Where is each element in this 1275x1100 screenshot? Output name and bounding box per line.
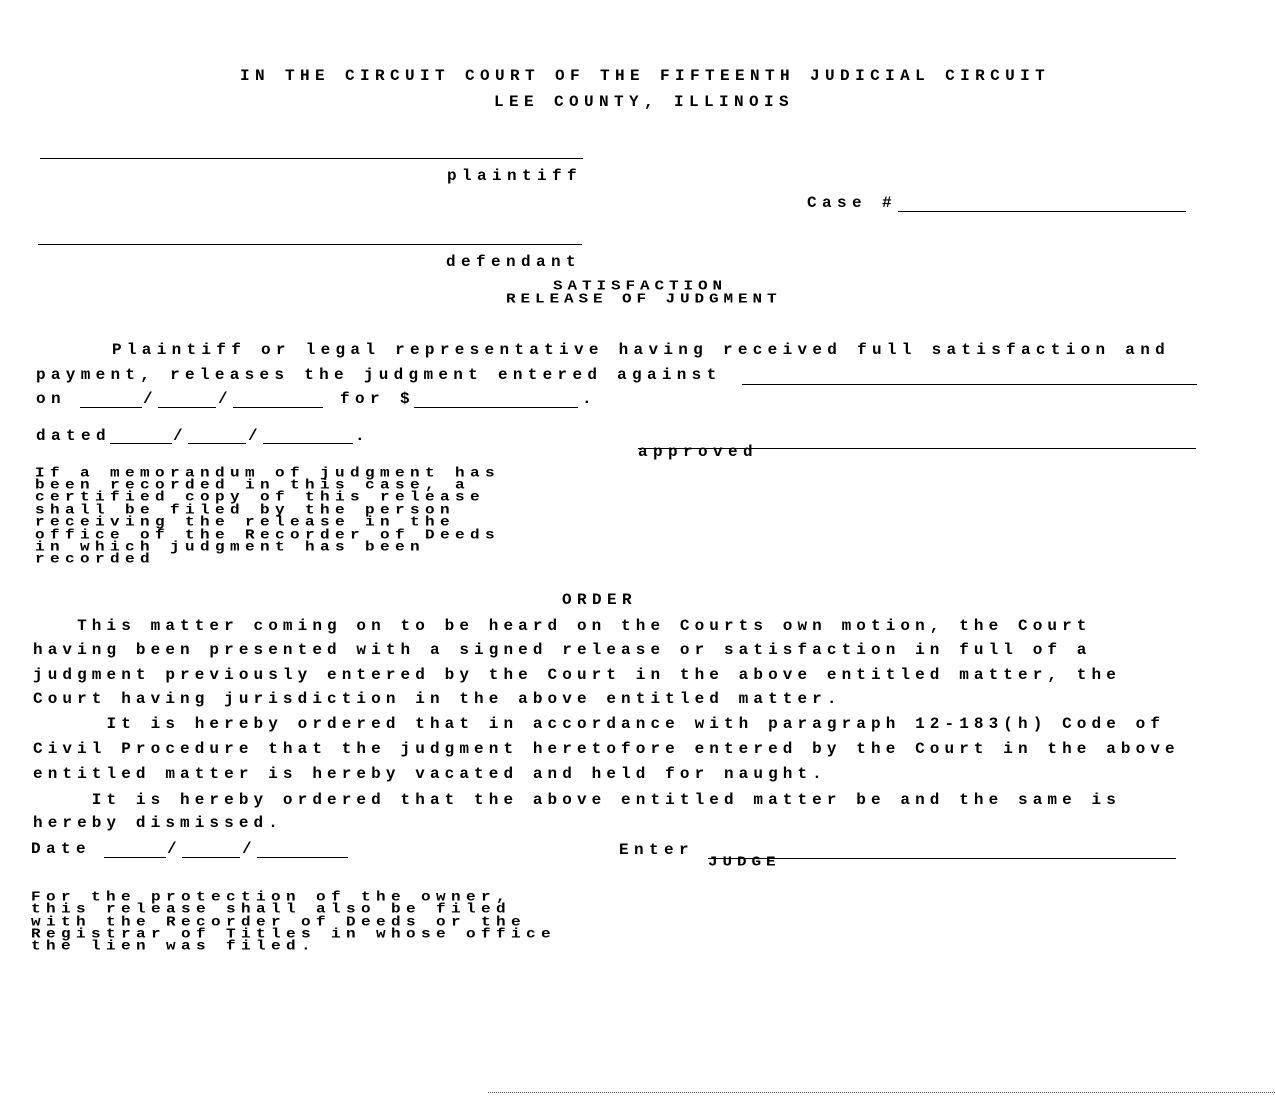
dated-year-line[interactable] [263, 443, 353, 444]
on-month-line[interactable] [80, 407, 142, 408]
order-line: hereby dismissed. [33, 814, 283, 832]
on-day-line[interactable] [158, 407, 216, 408]
order-line: Civil Procedure that the judgment heretofore entered by the Court in the above [33, 740, 1180, 758]
period: . [355, 427, 371, 445]
order-date-year-line[interactable] [257, 857, 348, 858]
enter-label: Enter [619, 841, 695, 859]
memo-line: certified copy of this release [35, 489, 486, 505]
judge-label: JUDGE [708, 854, 781, 870]
memo-line: shall be filed by the person [35, 502, 456, 518]
slash: / [167, 840, 183, 858]
plaintiff-label: plaintiff [447, 167, 583, 185]
county-heading: LEE COUNTY, ILLINOIS [494, 93, 795, 111]
case-number-label: Case # [807, 194, 898, 212]
slash: / [242, 840, 258, 858]
memo-line: receiving the release in the [35, 514, 456, 530]
defendant-line[interactable] [38, 244, 582, 245]
slash: / [173, 427, 189, 445]
slash: / [143, 390, 159, 408]
order-line: having been presented with a signed release or satisfaction in full of a [33, 641, 1092, 659]
order-line: This matter coming on to be heard on the Courts own motion, the Court [33, 617, 1092, 635]
defendant-label: defendant [446, 253, 582, 271]
memo-line: in which judgment has been [35, 539, 426, 555]
amount-line[interactable] [414, 407, 578, 408]
order-line: judgment previously entered by the Court in the above entitled matter, the [33, 666, 1121, 684]
owner-note-line: Registrar of Titles in whose office [31, 926, 557, 942]
memo-line: been recorded in this case, a [35, 477, 471, 493]
release-line-1: Plaintiff or legal representative having received full satisfaction and [112, 341, 1171, 359]
on-label: on [36, 390, 67, 408]
order-date-day-line[interactable] [182, 857, 240, 858]
order-line: entitled matter is hereby vacated and held for naught. [33, 765, 827, 783]
dated-day-line[interactable] [188, 443, 246, 444]
title-satisfaction: SATISFACTION [553, 278, 728, 294]
dated-month-line[interactable] [110, 443, 172, 444]
date-label: Date [31, 840, 92, 858]
memo-line: recorded [35, 551, 156, 567]
scan-edge-mark [488, 1092, 1275, 1093]
owner-note-line: this release shall also be filed [31, 901, 512, 917]
owner-note-line: the lien was filed. [31, 938, 317, 954]
release-line-2: payment, releases the judgment entered against [36, 366, 722, 384]
slash: / [248, 427, 264, 445]
order-date-month-line[interactable] [104, 857, 166, 858]
case-number-line[interactable] [898, 211, 1186, 212]
on-year-line[interactable] [233, 407, 323, 408]
slash: / [218, 390, 234, 408]
order-heading: ORDER [562, 591, 638, 609]
order-line: It is hereby ordered that in accordance with paragraph 12-183(h) Code of [33, 715, 1166, 733]
plaintiff-line[interactable] [40, 158, 583, 159]
approved-label: approved [638, 443, 759, 461]
order-line: Court having jurisdiction in the above entitled matter. [33, 690, 842, 708]
memo-line: office of the Recorder of Deeds [35, 527, 501, 543]
owner-note-line: For the protection of the owner, [31, 889, 512, 905]
period: . [582, 390, 598, 408]
order-line: It is hereby ordered that the above entitled matter be and the same is [33, 791, 1121, 809]
for-amount-label: for $ [340, 390, 416, 408]
judgment-against-line[interactable] [742, 384, 1197, 385]
dated-label: dated [36, 427, 112, 445]
court-heading: IN THE CIRCUIT COURT OF THE FIFTEENTH JUDICIAL CIRCUIT [240, 67, 1051, 85]
owner-note-line: with the Recorder of Deeds or the [31, 914, 527, 930]
memo-line: If a memorandum of judgment has [35, 465, 501, 481]
title-release: RELEASE OF JUDGMENT [506, 291, 782, 307]
